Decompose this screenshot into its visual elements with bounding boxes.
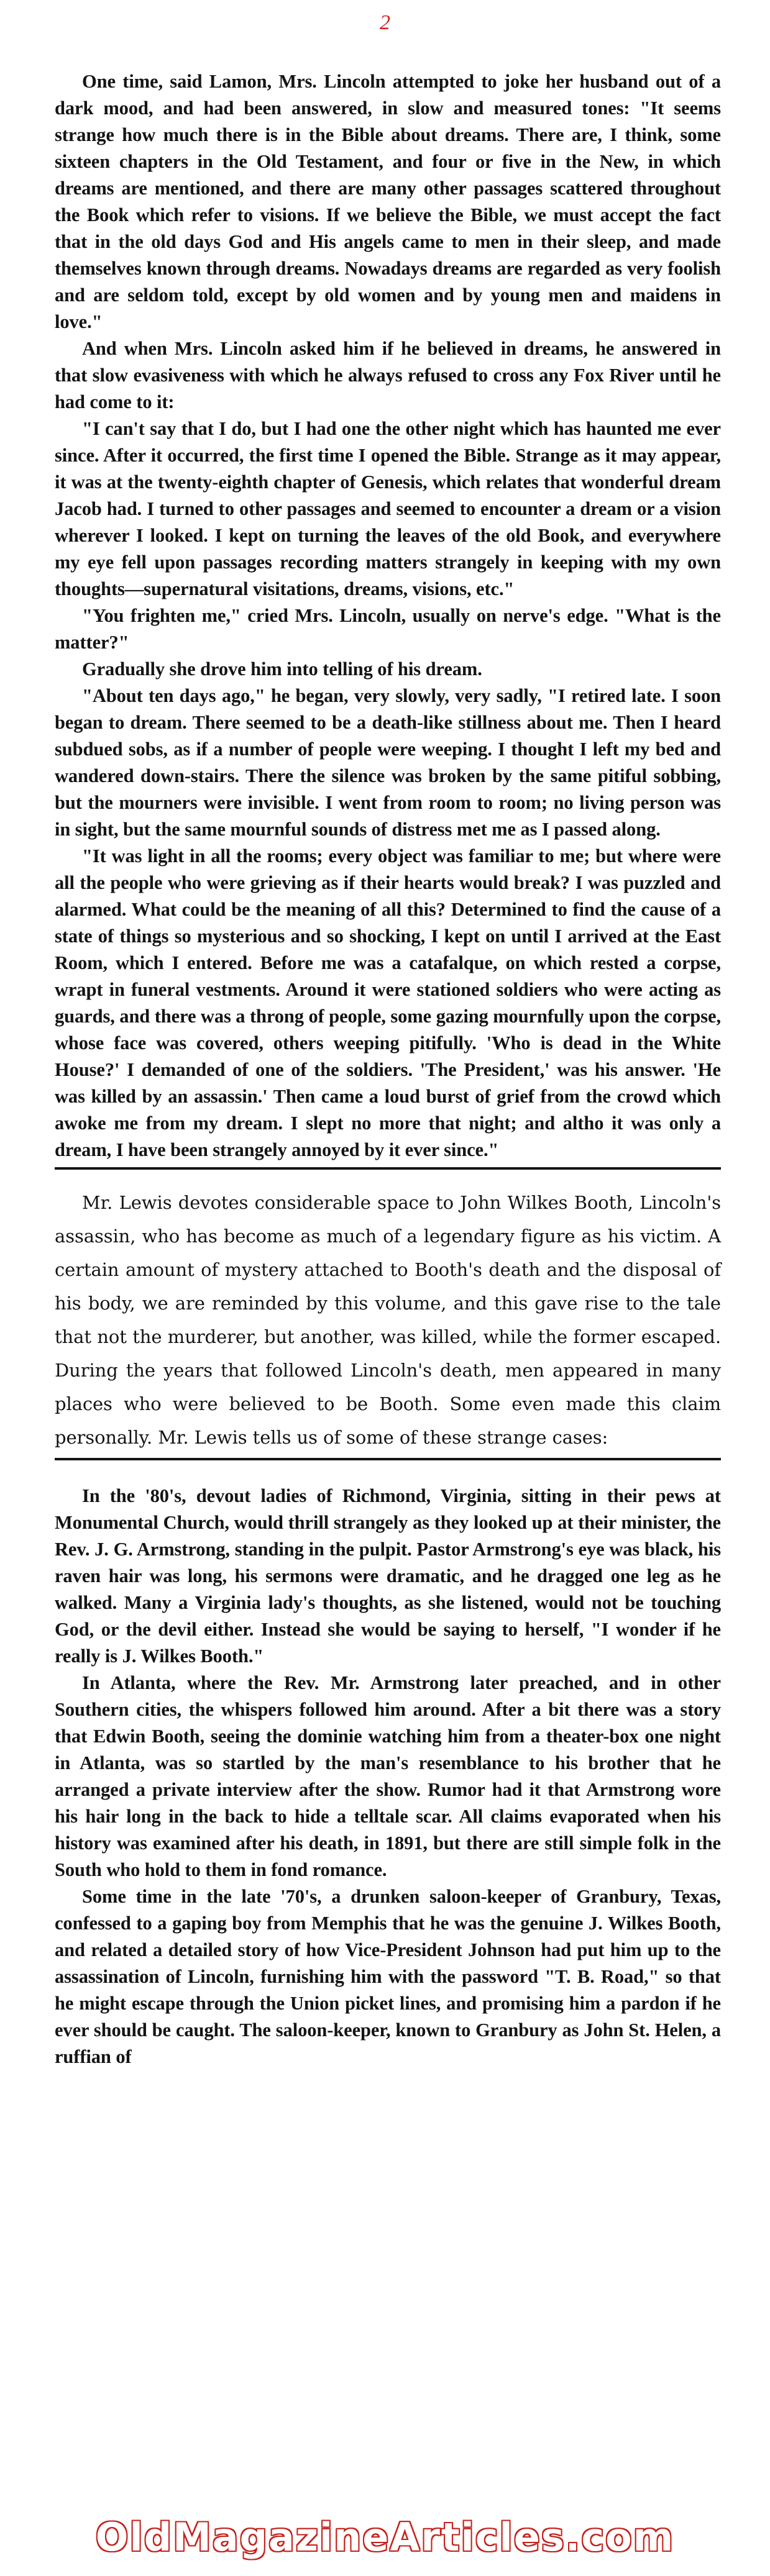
paragraph: "It was light in all the rooms; every object was familiar to me; but where were all the people who were grieving as if their hearts would break? I was puzzled and alarmed. What could be the meaning of all this? Determined to find the cause of a state of things so mysterious and so shocking, I kept on until I arrived at the East Room, which I entered. Before me was a catafalque, on which rested a corpse, wrapt in funeral vestments. Around it were stationed soldiers who were acting as guards, and there was a throng of people, some gazing mournfully upon the corpse, whose face was covered, others weeping pitifully. 'Who is dead in the White House?' I demanded of one of the soldiers. 'The President,' was his answer. 'He was killed by an assassin.' Then came a loud burst of grief from the crowd which awoke me from my dream. I slept no more that night; and altho it was only a dream, I have been strangely annoyed by it ever since."	[55, 845, 721, 1160]
section-lincoln-dream	[55, 68, 721, 1163]
watermark-logo: OldMagazineArticles.com	[95, 2515, 675, 2560]
paragraph: One time, said Lamon, Mrs. Lincoln attempted to joke her husband out of a dark mood, and had been answered, in slow and measured tones: "It seems strange how much there is in the Bible about dreams. There are, I think, some sixteen chapters in the Old Testament, and four or five in the New, in which dreams are mentioned, and there are many other passages scattered throughout the Book which refer to visions. If we believe the Bible, we must accept the fact that in the old days God and His angels came to men in their sleep, and made themselves known through dreams. Nowadays dreams are regarded as very foolish and are seldom told, except by old women and by young men and maidens in love."	[55, 71, 721, 332]
paragraph: In the '80's, devout ladies of Richmond, Virginia, sitting in their pews at Monumental Church, would thrill strangely as they looked up at their minister, the Rev. J. G. Armstrong, standing in the pulpit. Pastor Armstrong's eye was black, his raven hair was long, his sermons were dramatic, and he dragged one leg as he walked. Many a Virginia lady's thoughts, as she listened, would not be touching God, or the devil either. Instead she would be saying to herself, "I wonder if he really is J. Wilkes Booth."	[55, 1485, 721, 1667]
paragraph: Some time in the late '70's, a drunken saloon-keeper of Granbury, Texas, confessed to a gaping boy from Memphis that he was the genuine J. Wilkes Booth, and related a detailed story of how Vice-President Johnson had put him up to the assassination of Lincoln, furnishing him with the password "T. B. Road," so that he might escape through the Union picket lines, and promising him a pardon if he ever should be caught. The saloon-keeper, known to Granbury as John St. Helen, a ruffian of	[55, 1886, 721, 2067]
paragraph: Mr. Lewis devotes considerable space to John Wilkes Booth, Lincoln's assassin, who has become as much of a legendary figure as his victim. A certain amount of mystery attached to Booth's death and the disposal of his body, we are reminded by this volume, and this gave rise to the tale that not the murderer, but another, was killed, while the former escaped. During the years that followed Lincoln's death, men appeared in many places who were believed to be Booth. Some even made this claim personally. Mr. Lewis tells us of some of these strange cases:	[55, 1192, 721, 1448]
paragraph: "You frighten me," cried Mrs. Lincoln, usually on nerve's edge. "What is the matter?"	[55, 605, 721, 653]
section-divider	[55, 1167, 721, 1170]
paragraph: "About ten days ago," he began, very slowly, very sadly, "I retired late. I soon began to dream. There seemed to be a death-like stillness about me. Then I heard subdued sobs, as if a number of people were weeping. I thought I left my bed and wandered down-stairs. There the silence was broken by the same pitiful sobbing, but the mourners were invisible. I went from room to room; no living person was in sight, but the same mournful sounds of distress met me as I passed along.	[55, 685, 721, 840]
paragraph: "I can't say that I do, but I had one the other night which has haunted me ever since. After it occurred, the first time I opened the Bible. Strange as it may appear, it was at the twenty-eighth chapter of Genesis, which relates that wonderful dream Jacob had. I turned to other passages and seemed to encounter a dream or a vision wherever I looked. I kept on turning the leaves of the old Book, and everywhere my eye fell upon passages recording matters strangely in keeping with my own thoughts—supernatural visitations, dreams, visions, etc."	[55, 418, 721, 599]
section-booth-intro	[55, 1186, 721, 1454]
page-number: 2	[380, 11, 390, 34]
article-body	[55, 68, 721, 2070]
paragraph: Gradually she drove him into telling of his dream.	[82, 658, 482, 680]
section-booth-cases	[55, 1483, 721, 2070]
paragraph: And when Mrs. Lincoln asked him if he believed in dreams, he answered in that slow evasiveness with which he always refused to cross any Fox River until he had come to it:	[55, 338, 721, 412]
section-divider	[55, 1458, 721, 1460]
paragraph: In Atlanta, where the Rev. Mr. Armstrong later preached, and in other Southern cities, the whispers followed him around. After a bit there was a story that Edwin Booth, seeing the dominie watching him from a theater-box one night in Atlanta, was so startled by the man's resemblance to his brother that he arranged a private interview after the show. Rumor had it that Armstrong wore his hair long in the back to hide a telltale scar. All claims evaporated when his history was examined after his death, in 1891, but there are still simple folk in the South who hold to them in fond romance.	[55, 1672, 721, 1880]
